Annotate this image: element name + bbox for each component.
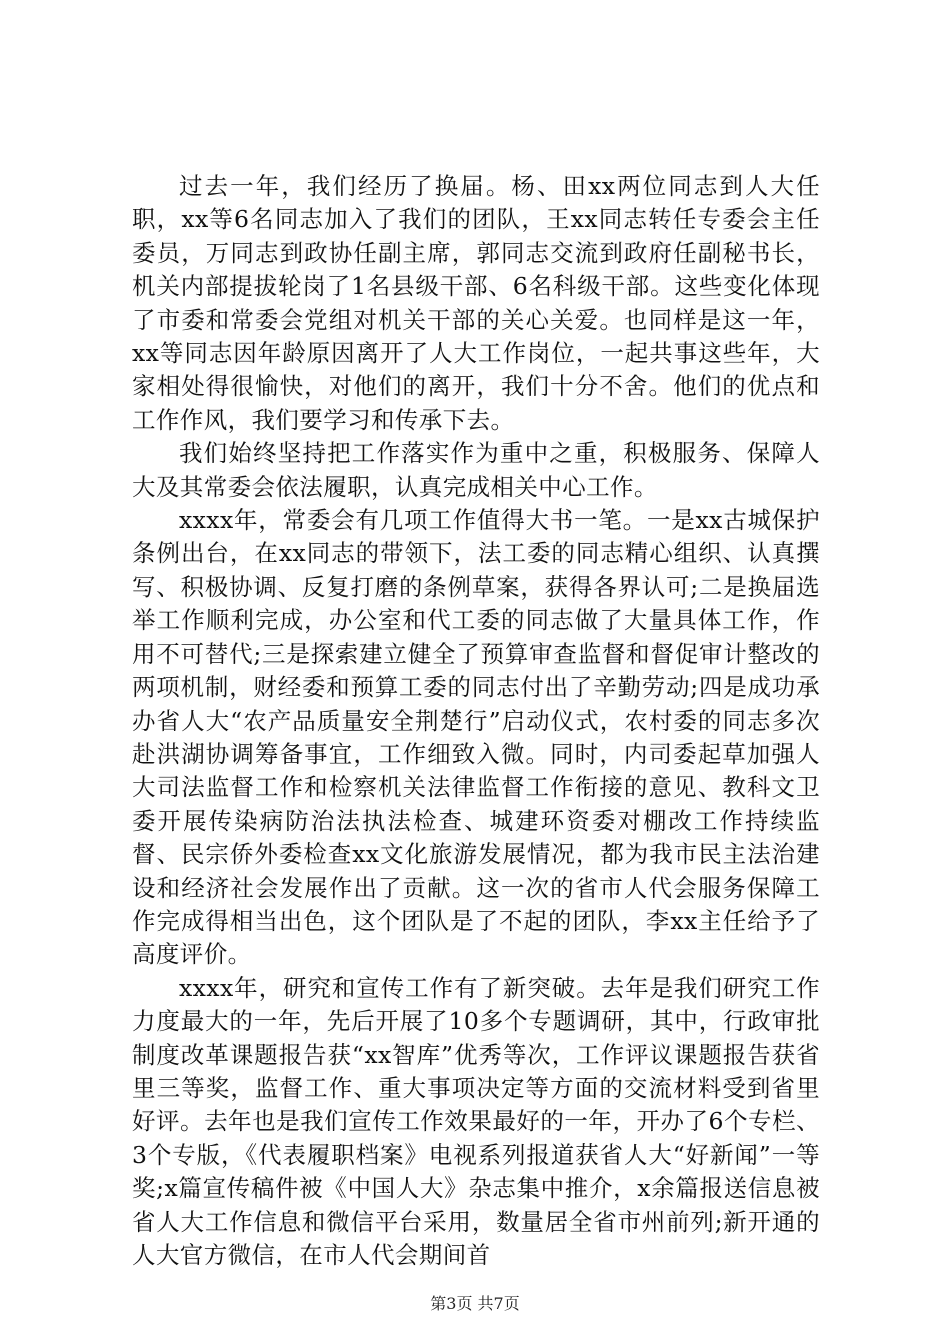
paragraph-leadership-change: 过去一年，我们经历了换届。杨、田xx两位同志到人大任职，xx等6名同志加入了我们的团队，王xx同志转任专委会主任委员，万同志到政协任副主席，郭同志交流到政府任副秘书长，机关内部提拔轮岗了1名县级干部、6名科级干部。这些变化体现了市委和常委会党组对机关干部的关心关爱。也同样是这一年，xx等同志因年龄原因离开了人大工作岗位，一起共事这些年，大家相处得很愉快，对他们的离开，我们十分不舍。他们的优点和工作作风，我们要学习和传承下去。 — [132, 172, 820, 434]
paragraph-standing-committee-achievements: xxxx年，常委会有几项工作值得大书一笔。一是xx古城保护条例出台，在xx同志的带领下，法工委的同志精心组织、认真撰写、积极协调、反复打磨的条例草案，获得各界认可;二是换届选举工作顺利完成，办公室和代工委的同志做了大量具体工作，作用不可替代;三是探索建立健全了预算审查监督和督促审计整改的两项机制，财经委和预算工委的同志付出了辛勤劳动;四是成功承办省人大“农产品质量安全荆楚行”启动仪式，农村委的同志多次赴洪湖协调筹备事宜，工作细致入微。同时，内司委起草加强人大司法监督工作和检察机关法律监督工作衔接的意见、教科文卫委开展传染病防治法执法检查、城建环资委对棚改工作持续监督、民宗侨外委检查xx文化旅游发展情况，都为我市民主法治建设和经济社会发展作出了贡献。这一次的省市人代会服务保障工作完成得相当出色，这个团队是了不起的团队，李xx主任给予了高度评价。 — [132, 506, 820, 969]
document-body — [132, 170, 820, 1272]
page-footer: 第3页 共7页 — [430, 1294, 520, 1313]
paragraph-work-focus: 我们始终坚持把工作落实作为重中之重，积极服务、保障人大及其常委会依法履职，认真完成相关中心工作。 — [132, 439, 820, 501]
paragraph-research-publicity: xxxx年，研究和宣传工作有了新突破。去年是我们研究工作力度最大的一年，先后开展了10多个专题调研，其中，行政审批制度改革课题报告获“xx智库”优秀等次，工作评议课题报告获省里三等奖，监督工作、重大事项决定等方面的交流材料受到省里好评。去年也是我们宣传工作效果最好的一年，开办了6个专栏、3个专版，《代表履职档案》电视系列报道获省人大“好新闻”一等奖;x篇宣传稿件被《中国人大》杂志集中推介，x余篇报送信息被省人大工作信息和微信平台采用，数量居全省市州前列;新开通的人大官方微信，在市人代会期间首 — [132, 973, 820, 1269]
